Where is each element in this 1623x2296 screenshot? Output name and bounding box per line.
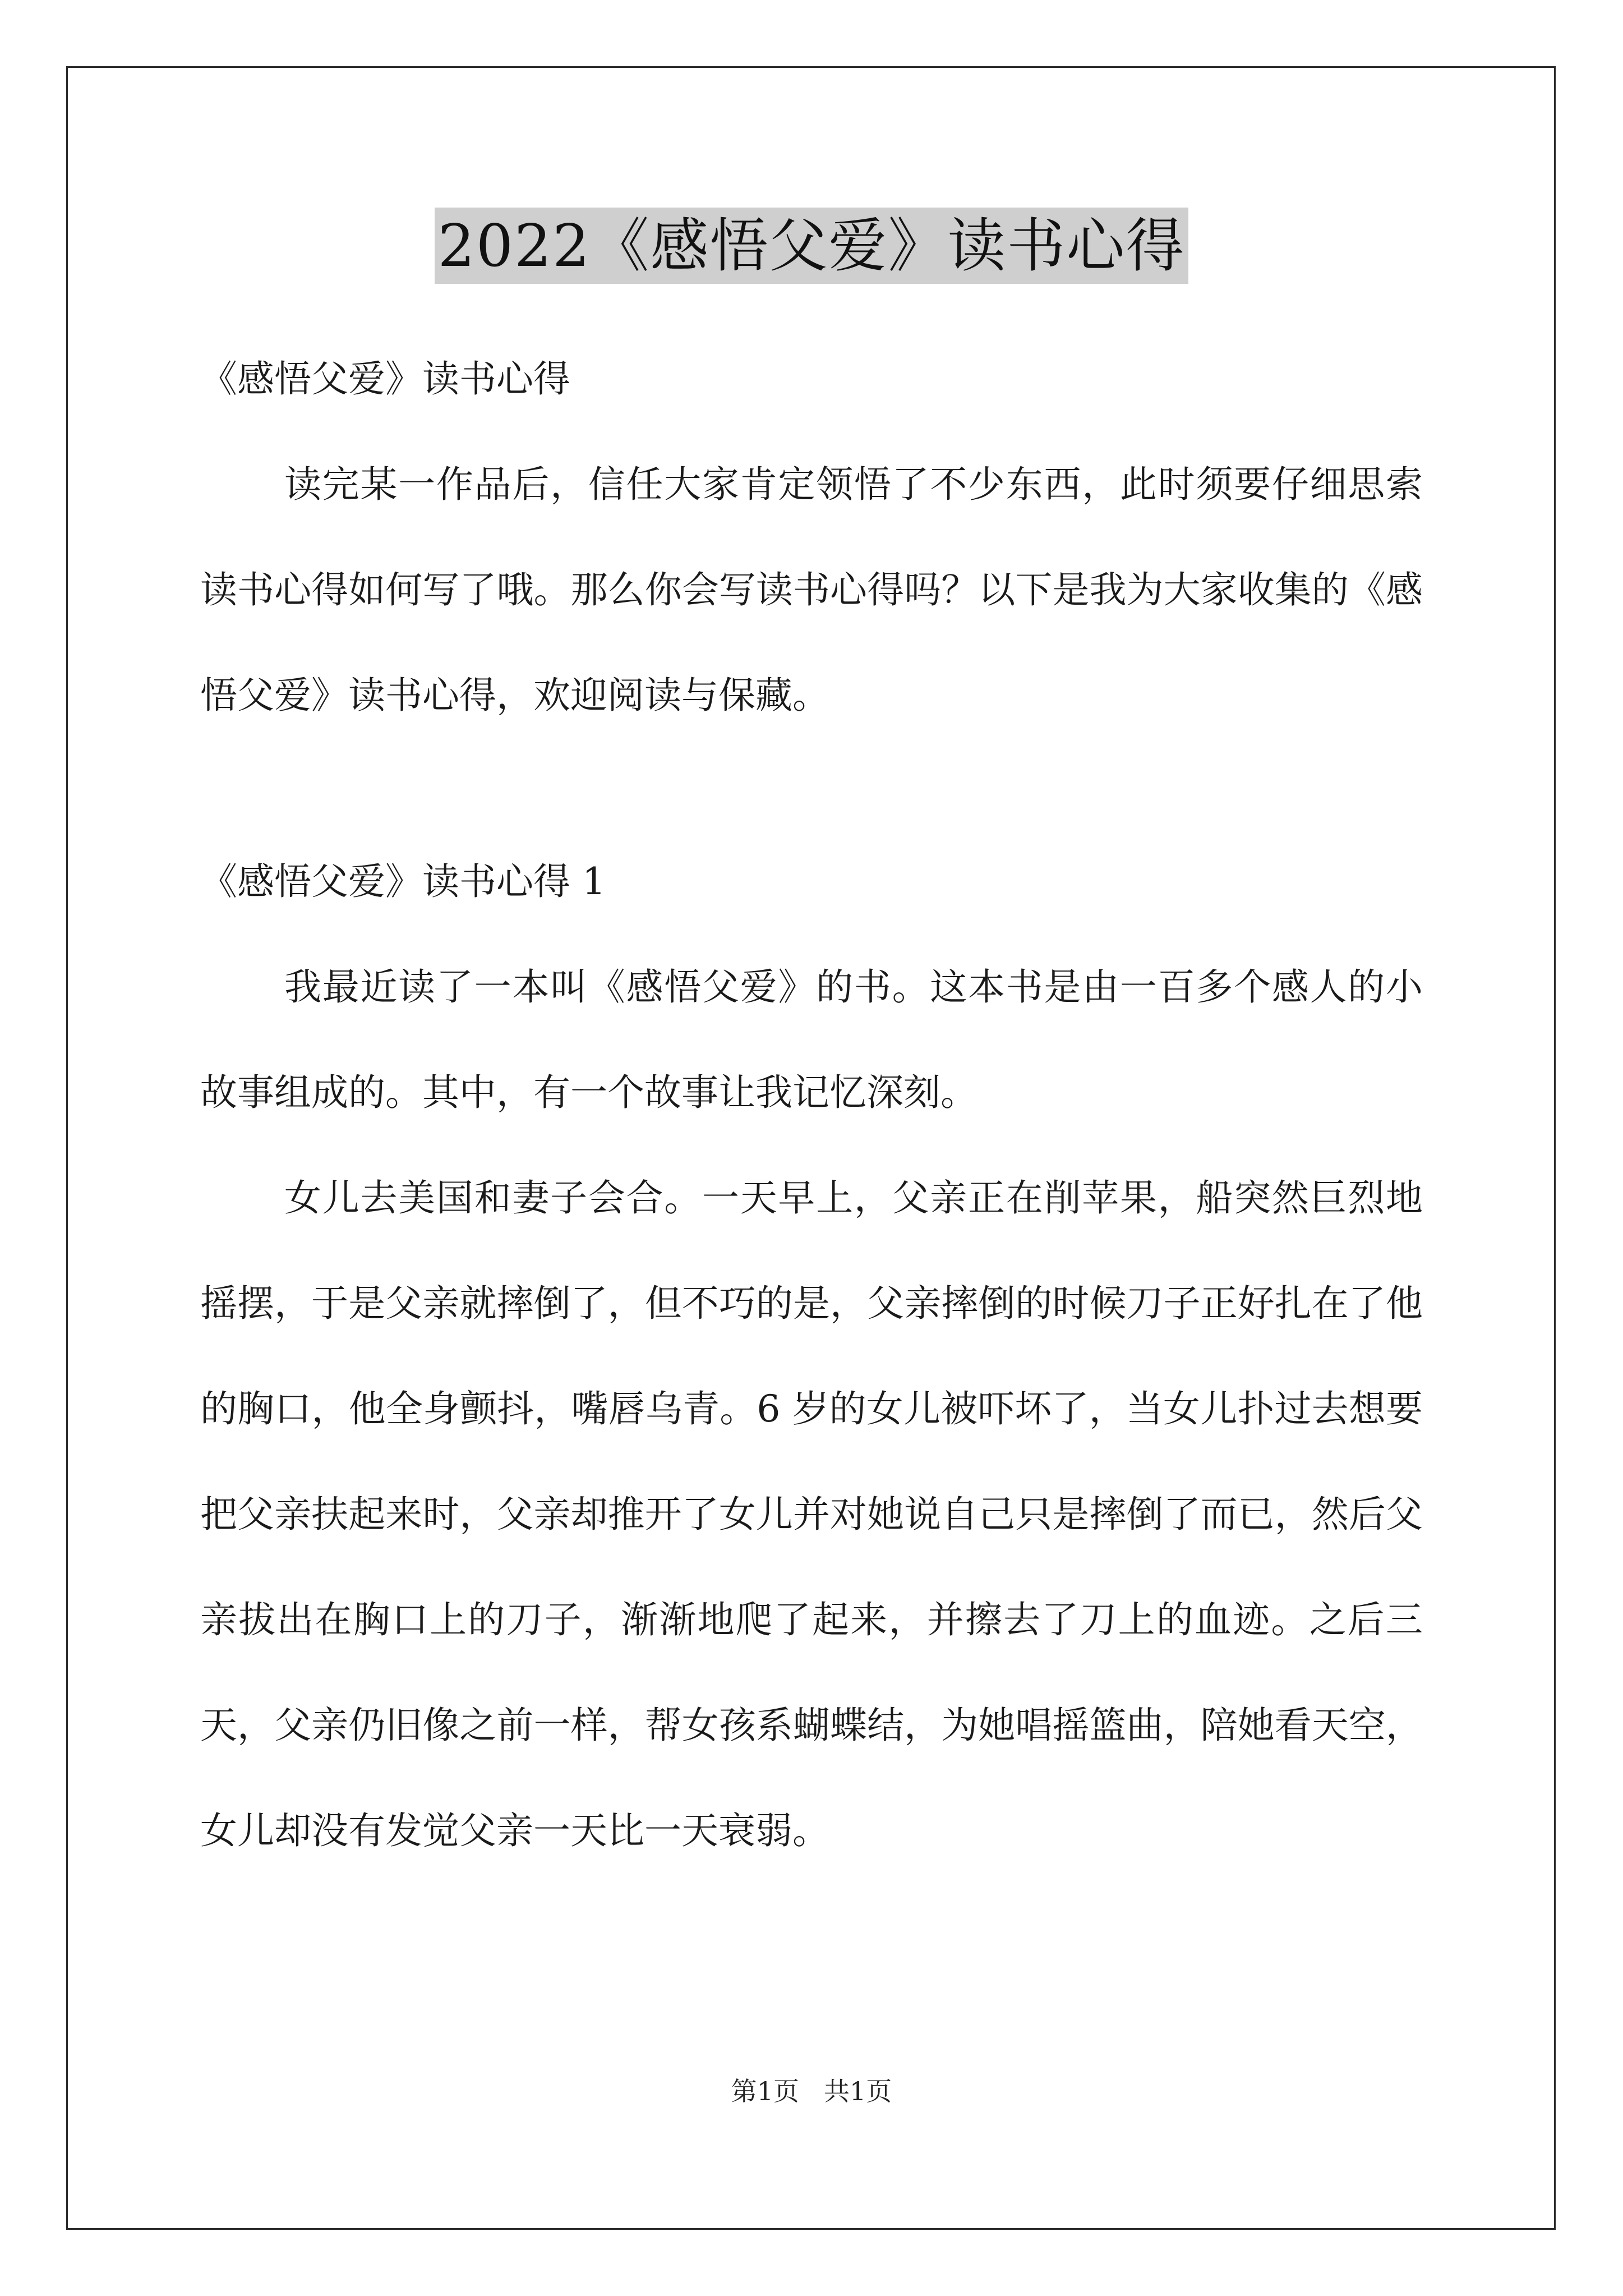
- intro-paragraph: 读完某一作品后，信任大家肯定领悟了不少东西，此时须要仔细思索读书心得如何写了哦。那么你会写读书心得吗？以下是我为大家收集的《感悟父爱》读书心得，欢迎阅读与保藏。: [200, 463, 1423, 717]
- body-paragraph-1: 我最近读了一本叫《感悟父爱》的书。这本书是由一百多个感人的小故事组成的。其中，有一个故事让我记忆深刻。: [200, 965, 1423, 1114]
- document-body: [200, 352, 1423, 1884]
- title-area: [0, 208, 1623, 284]
- essay-heading: 《感悟父爱》读书心得 1: [200, 860, 606, 903]
- page-total: 共1页: [824, 2076, 892, 2106]
- section-heading: 《感悟父爱》读书心得: [200, 357, 570, 401]
- document-title: 2022《感悟父爱》读书心得: [435, 208, 1189, 284]
- body-paragraph-2: 女儿去美国和妻子会合。一天早上，父亲正在削苹果，船突然巨烈地摇摆，于是父亲就摔倒了，但不巧的是，父亲摔倒的时候刀子正好扎在了他的胸口，他全身颤抖，嘴唇乌青。6 岁的女儿被吓坏了，当女儿扑过去想要把父亲扶起来时，父亲却推开了女儿并对她说自己只是摔倒了而已，然后父亲拔出在胸口上的刀子，渐渐地爬了起来，并擦去了刀上的血迹。之后三天，父亲仍旧像之前一样，帮女孩系蝴蝶结，为她唱摇篮曲，陪她看天空，女儿却没有发觉父亲一天比一天衰弱。: [200, 1176, 1423, 1852]
- page-footer: [0, 2074, 1623, 2108]
- page-number: 第1页: [731, 2076, 799, 2106]
